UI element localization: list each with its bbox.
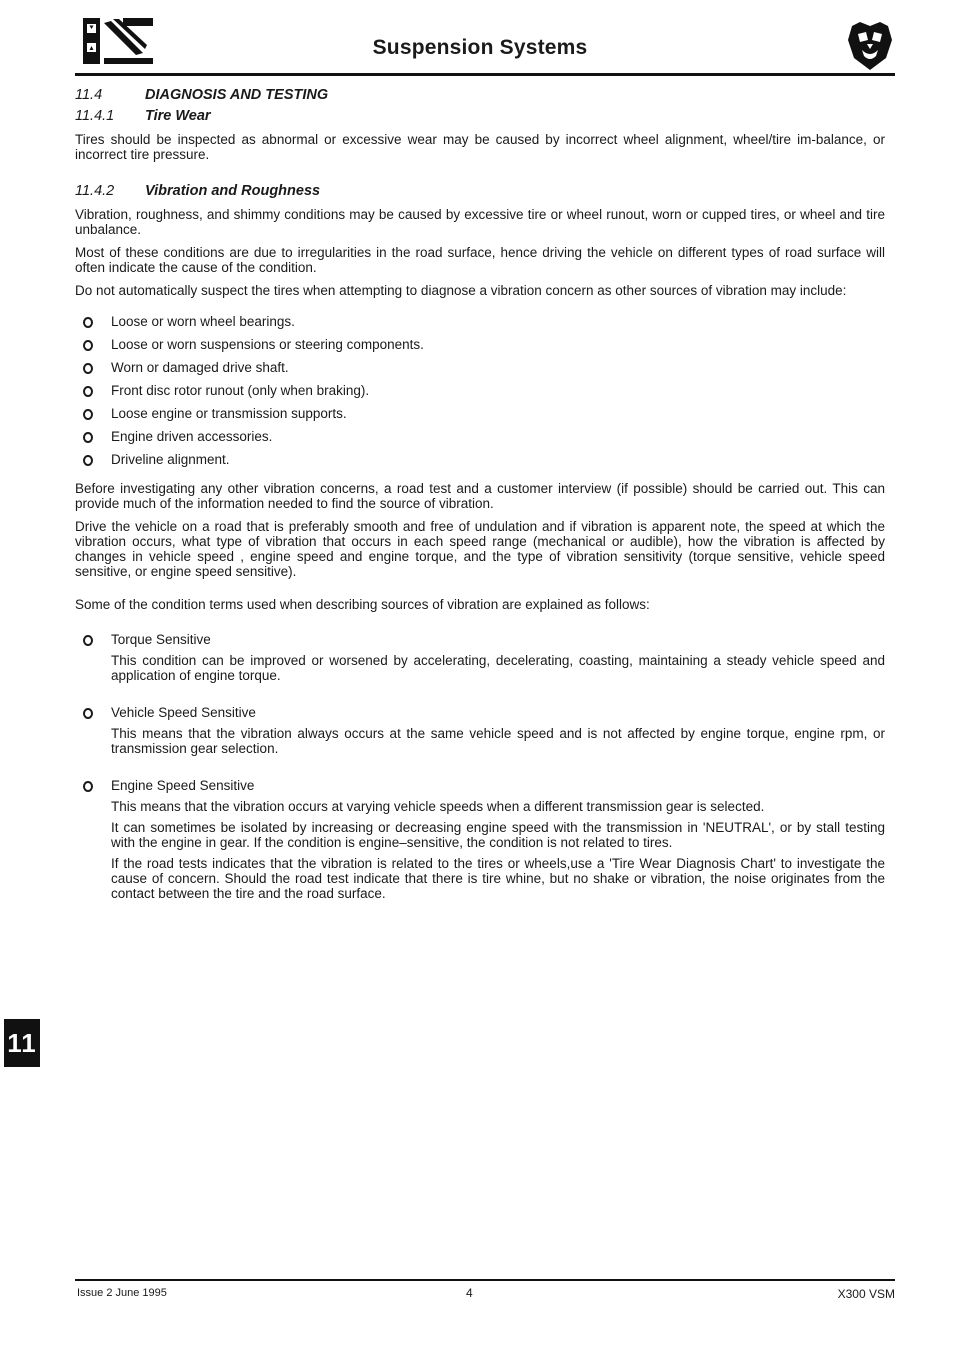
list-item	[75, 452, 885, 467]
bullet-circle-icon	[83, 363, 93, 374]
jaguar-head-emblem-icon	[846, 20, 894, 72]
bullet-circle-icon	[83, 781, 93, 792]
subsection-number: 11.4.2	[75, 183, 115, 199]
paragraph: Most of these conditions are due to irregularities in the road surface, hence driving the vehicle on different types of road surface will often indicate the cause of the condition.	[75, 245, 885, 275]
paragraph: Before investigating any other vibration concerns, a road test and a customer interview (if possible) should be carried out. This can provide much of the information needed to find the source of vibration.	[75, 481, 885, 511]
chapter-tab-marker: 11	[4, 1019, 40, 1067]
list-item	[75, 429, 885, 444]
list-item	[75, 406, 885, 421]
bullet-circle-icon	[83, 455, 93, 466]
list-item-text: Loose or worn suspensions or steering components.	[111, 337, 424, 352]
condition-description: This condition can be improved or worsened by accelerating, decelerating, coasting, maintaining a steady vehicle speed and application of engine torque.	[111, 653, 885, 683]
list-item	[75, 383, 885, 398]
list-item	[75, 314, 885, 329]
subsection-heading-vibration	[75, 183, 885, 199]
bullet-circle-icon	[83, 317, 93, 328]
footer-model-code: X300 VSM	[837, 1287, 895, 1301]
section-heading-diagnosis	[75, 87, 885, 103]
bullet-circle-icon	[83, 432, 93, 443]
bullet-circle-icon	[83, 340, 93, 351]
bullet-circle-icon	[83, 386, 93, 397]
footer-page-number: 4	[466, 1286, 473, 1300]
condition-description: If the road tests indicates that the vibration is related to the tires or wheels,use a 'Tire Wear Diagnosis Chart' to investigate the cause of concern. Should the road test indicate that there is tire whine, but no shake or vibration, the noise originates from the contact between the tire and the road surface.	[111, 856, 885, 901]
subsection-title: Vibration and Roughness	[145, 183, 321, 199]
list-item-text: Worn or damaged drive shaft.	[111, 360, 289, 375]
page-title: Suspension Systems	[372, 36, 588, 59]
list-item	[75, 337, 885, 352]
subsection-title: Tire Wear	[145, 108, 211, 124]
condition-torque-sensitive	[75, 632, 885, 683]
condition-engine-speed-sensitive	[75, 778, 885, 901]
list-item-text: Loose or worn wheel bearings.	[111, 314, 295, 329]
list-item-text: Driveline alignment.	[111, 452, 230, 467]
paragraph: Some of the condition terms used when describing sources of vibration are explained as follows:	[75, 597, 650, 612]
condition-title: Vehicle Speed Sensitive	[111, 705, 256, 720]
condition-title: Engine Speed Sensitive	[111, 778, 255, 793]
paragraph: Tires should be inspected as abnormal or excessive wear may be caused by incorrect wheel alignment, wheel/tire im-balance, or incorrect tire pressure.	[75, 132, 885, 162]
bullet-circle-icon	[83, 409, 93, 420]
condition-title-row	[83, 632, 885, 647]
paragraph: Drive the vehicle on a road that is preferably smooth and free of undulation and if vibration is apparent note, the speed at which the vibration occurs, what type of vibration that occurs in each speed range (mechanical or audible), how the vibration is affected by changes in vehicle speed , engine speed and engine torque, and the type of vibration sensitivity (torque sensitive, vehicle speed sensitive, or engine speed sensitive).	[75, 519, 885, 579]
condition-description: This means that the vibration occurs at varying vehicle speeds when a different transmission gear is selected.	[111, 799, 765, 814]
section-number: 11.4	[75, 87, 103, 103]
condition-title-row	[83, 705, 885, 720]
vibration-sources-list	[75, 314, 885, 467]
footer-rule	[75, 1279, 895, 1281]
bullet-circle-icon	[83, 635, 93, 646]
list-item-text: Loose engine or transmission supports.	[111, 406, 347, 421]
manual-content	[75, 85, 885, 901]
subsection-heading-tire-wear	[75, 108, 885, 124]
paragraph: Vibration, roughness, and shimmy conditions may be caused by excessive tire or wheel runout, worn or cupped tires, or wheel and tire unbalance.	[75, 207, 885, 237]
bullet-circle-icon	[83, 708, 93, 719]
list-item-text: Engine driven accessories.	[111, 429, 273, 444]
list-item-text: Front disc rotor runout (only when braking).	[111, 383, 370, 398]
subsection-number: 11.4.1	[75, 108, 115, 124]
header-rule	[75, 73, 895, 76]
footer-issue-date: Issue 2 June 1995	[77, 1287, 167, 1299]
list-item	[75, 360, 885, 375]
condition-title-row	[83, 778, 885, 793]
condition-description: It can sometimes be isolated by increasing or decreasing engine speed with the transmission in 'NEUTRAL', or by stall testing with the engine in gear. If the condition is engine–sensitive, the condition is not related to tires.	[111, 820, 885, 850]
paragraph: Do not automatically suspect the tires when attempting to diagnose a vibration concern as other sources of vibration may include:	[75, 283, 847, 298]
condition-vehicle-speed-sensitive	[75, 705, 885, 756]
section-title: DIAGNOSIS AND TESTING	[145, 87, 329, 103]
condition-title: Torque Sensitive	[111, 632, 211, 647]
condition-description: This means that the vibration always occurs at the same vehicle speed and is not affected by engine torque, engine rpm, or transmission gear selection.	[111, 726, 885, 756]
